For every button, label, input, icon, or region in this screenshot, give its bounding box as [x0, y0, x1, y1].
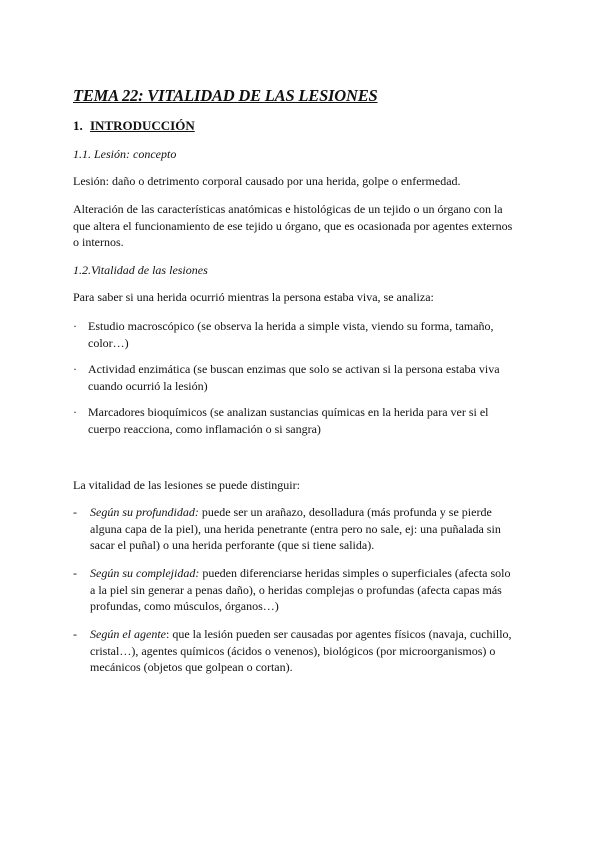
bullet-marker: · — [73, 405, 77, 419]
dash-marker: - — [73, 505, 77, 519]
list-item — [73, 361, 513, 394]
paragraph-vitalidad-distinguir: La vitalidad de las lesiones se puede distinguir: — [73, 478, 300, 492]
list-item — [73, 565, 513, 615]
list-item — [73, 318, 513, 351]
bullet-marker: · — [73, 319, 77, 333]
bullet-marker: · — [73, 362, 77, 376]
paragraph-para-saber: Para saber si una herida ocurrió mientras la persona estaba viva, se analiza: — [73, 290, 434, 304]
list-item — [73, 504, 513, 554]
list-item — [73, 626, 513, 676]
item-text: pueden diferenciarse heridas simples o superficiales (afecta solo a la piel sin generar a penas daño), o heridas complejas o profundas (afecta capas más profundas, como músculos, órganos…) — [90, 566, 511, 613]
paragraph-alteracion: Alteración de las características anatómicas e histológicas de un tejido o un órgano con la que altera el funcionamiento de ese tejido u órgano, que es ocasionada por agentes externos o internos. — [73, 202, 513, 249]
item-text: : que la lesión pueden ser causadas por agentes físicos (navaja, cuchillo, cristal…), agentes químicos (ácidos o venenos), biológicos (por microorganismos) o mecánicos (objetos que golpean o cortan). — [90, 627, 512, 674]
bullet-text: Marcadores bioquímicos (se analizan sustancias químicas en la herida para ver si el cuerpo reacciona, como inflamación o si sangra) — [88, 405, 489, 436]
item-label: Según su profundidad: — [90, 505, 199, 519]
item-text: puede ser un arañazo, desolladura (más profunda y se pierde alguna capa de la piel), una herida penetrante (entra pero no sale, ej: una puñalada sin sacar el puñal) o una herida perforante (que si tiene salida). — [90, 505, 501, 552]
section-number: 1. — [73, 118, 83, 133]
paragraph-lesion-definition: Lesión: daño o detrimento corporal causado por una herida, golpe o enfermedad. — [73, 174, 461, 188]
item-label: Según su complejidad: — [90, 566, 200, 580]
document-title: TEMA 22: VITALIDAD DE LAS LESIONES — [73, 86, 378, 105]
dash-marker: - — [73, 627, 77, 641]
section-title: INTRODUCCIÓN — [90, 118, 195, 133]
list-item — [73, 404, 513, 437]
subheading-lesion-concepto: 1.1. Lesión: concepto — [73, 147, 177, 161]
dash-marker: - — [73, 566, 77, 580]
bullet-text: Actividad enzimática (se buscan enzimas que solo se activan si la persona estaba viva cuando ocurrió la lesión) — [88, 362, 500, 393]
section-heading-introduccion — [73, 118, 195, 134]
item-label: Según el agente — [90, 627, 166, 641]
bullet-text: Estudio macroscópico (se observa la herida a simple vista, viendo su forma, tamaño, color…) — [88, 319, 494, 350]
subheading-vitalidad: 1.2.Vitalidad de las lesiones — [73, 263, 208, 277]
